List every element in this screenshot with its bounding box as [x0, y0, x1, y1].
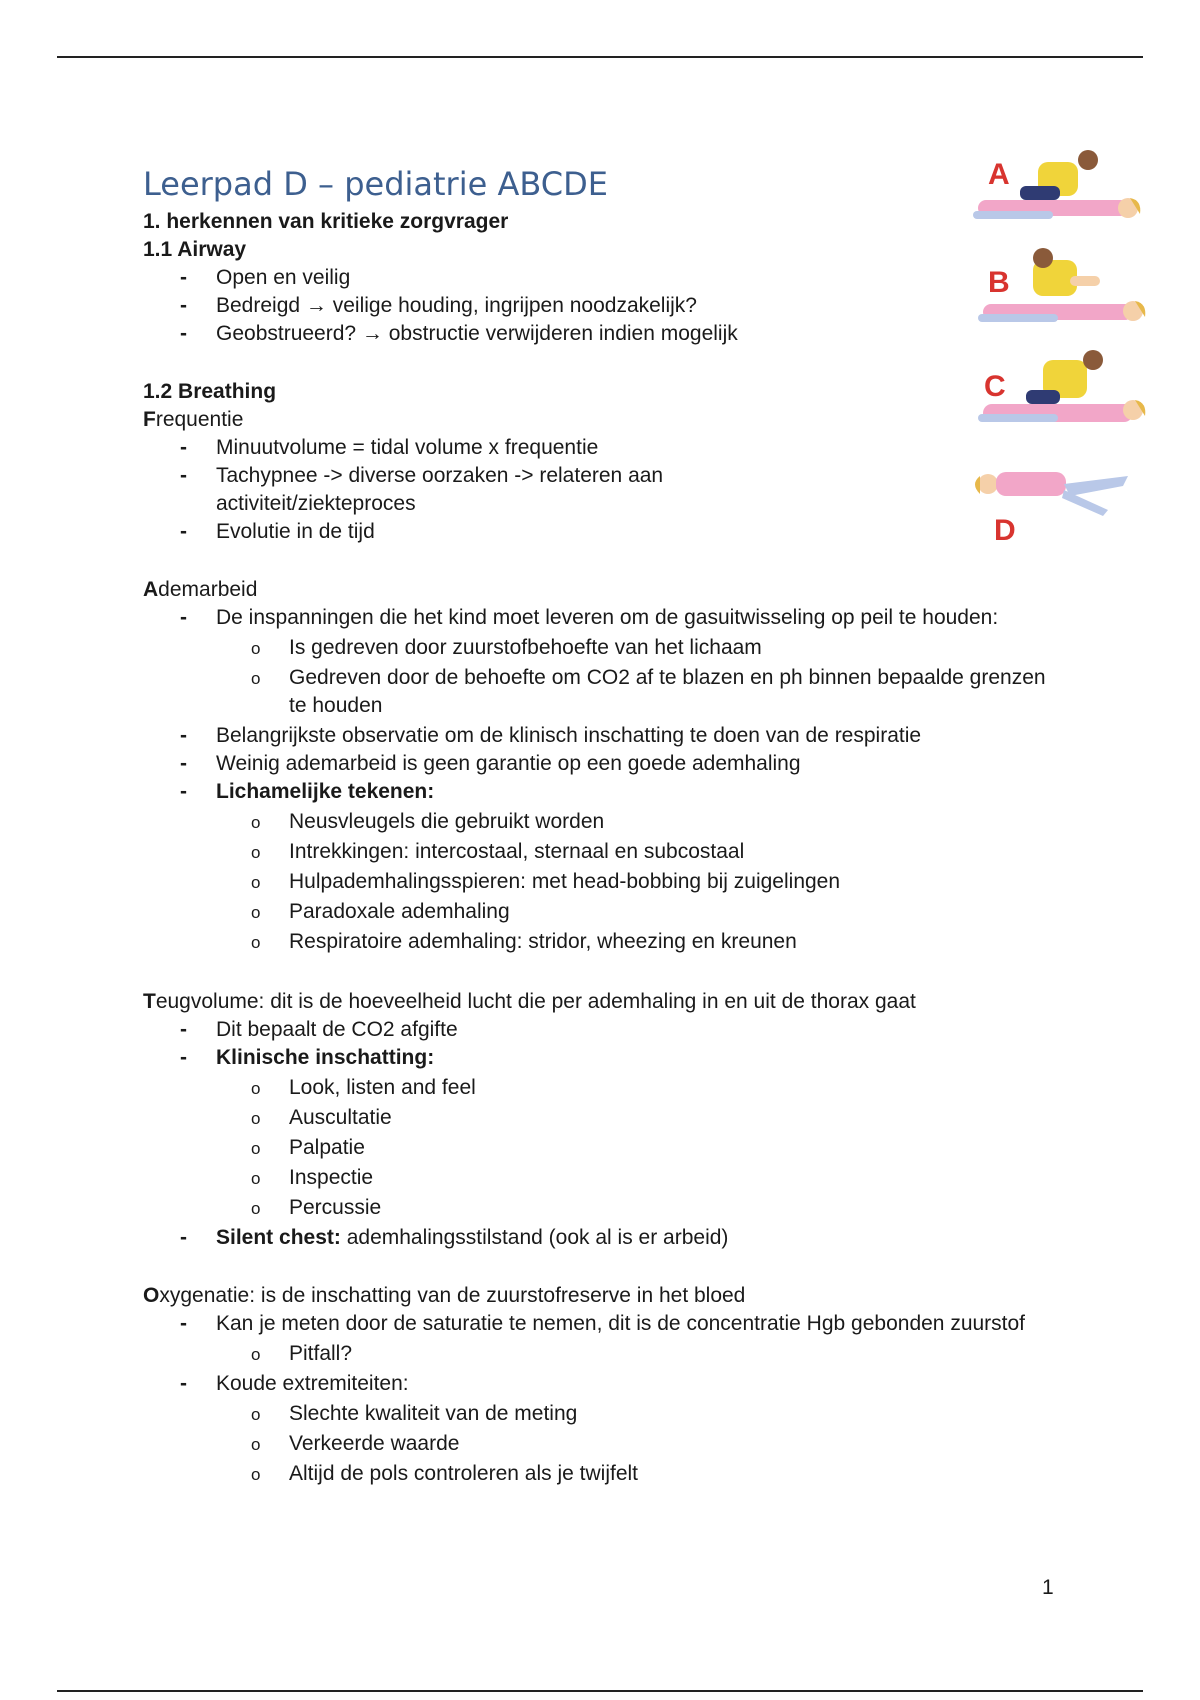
list-item: - Bedreigd → veilige houding, ingrijpen noodzakelijk? — [216, 292, 1063, 320]
list-item: - Silent chest: ademhalingsstilstand (ook al is er arbeid) — [216, 1224, 1063, 1252]
airway-heading: 1.1 Airway — [143, 238, 247, 261]
sub-list-item: o Altijd de pols controleren als je twijfelt — [289, 1460, 1063, 1488]
breathing-heading: 1.2 Breathing — [143, 380, 277, 403]
list-item: - Evolutie in de tijd — [216, 518, 1063, 546]
list-item: - Minuutvolume = tidal volume x frequentie — [216, 434, 1063, 462]
airway-list — [143, 264, 1063, 348]
footer-rule — [57, 1690, 1143, 1692]
list-item: - Koude extremiteiten: o Slechte kwaliteit van de meting o Verkeerde waarde o Altijd de pols controleren als je twijfelt — [216, 1370, 1063, 1488]
panel-letter-b: B — [988, 266, 1010, 299]
sub-list-item: o Gedreven door de behoefte om CO2 af te blazen en ph binnen bepaalde grenzen te houden — [289, 664, 1063, 720]
teugvolume-label: Teugvolume: dit is de hoeveelheid lucht die per ademhaling in en uit de thorax gaat — [143, 990, 916, 1013]
panel-letter-a: A — [988, 158, 1010, 191]
page-number: 1 — [1042, 1576, 1054, 1599]
sub-list-item: o Respiratoire ademhaling: stridor, wheezing en kreunen — [289, 928, 1063, 956]
oxygenatie-label: Oxygenatie: is de inschatting van de zuurstofreserve in het bloed — [143, 1284, 746, 1307]
list-item: - Tachypnee -> diverse oorzaken -> relateren aan activiteit/ziekteproces — [216, 462, 776, 518]
sub-list — [216, 634, 1063, 720]
sub-list — [216, 1340, 1063, 1368]
panel-letter-d: D — [994, 514, 1016, 547]
section-heading: 1. herkennen van kritieke zorgvrager — [143, 210, 509, 233]
list-item: - Dit bepaalt de CO2 afgifte — [216, 1016, 1063, 1044]
sub-list-item: o Verkeerde waarde — [289, 1430, 1063, 1458]
ademarbeid-list — [143, 604, 1063, 956]
list-item: - Geobstrueerd? → obstructie verwijderen indien mogelijk — [216, 320, 1063, 348]
sub-list-item: o Intrekkingen: intercostaal, sternaal en subcostaal — [289, 838, 1063, 866]
teugvolume-list — [143, 1016, 1063, 1252]
sub-list-item: o Pitfall? — [289, 1340, 1063, 1368]
header-rule — [57, 56, 1143, 58]
list-item: - Klinische inschatting: o Look, listen and feel o Auscultatie o Palpatie o Inspectie o Percussie — [216, 1044, 1063, 1222]
ademarbeid-label: Ademarbeid — [143, 578, 258, 601]
sub-list — [216, 808, 1063, 956]
sub-list — [216, 1074, 1063, 1222]
sub-list-item: o Paradoxale ademhaling — [289, 898, 1063, 926]
list-item: - Lichamelijke tekenen: o Neusvleugels die gebruikt worden o Intrekkingen: intercostaal, sternaal en subcostaal o Hulpademhalingsspieren: met head-bobbing bij zuigelingen o Paradoxale ademhaling o Respiratoire ademhaling: stridor, wheezing en kreunen — [216, 778, 1063, 956]
list-item: - Belangrijkste observatie om de klinisch inschatting te doen van de respiratie — [216, 722, 1063, 750]
sub-list-item: o Percussie — [289, 1194, 1063, 1222]
page-title: Leerpad D – pediatrie ABCDE — [143, 165, 608, 203]
sub-list-item: o Hulpademhalingsspieren: met head-bobbing bij zuigelingen — [289, 868, 1063, 896]
sub-list — [216, 1400, 1063, 1488]
frequentie-label: Frequentie — [143, 408, 244, 431]
list-item: - Kan je meten door de saturatie te nemen, dit is de concentratie Hgb gebonden zuurstof o Pitfall? — [216, 1310, 1063, 1368]
panel-letter-c: C — [984, 370, 1006, 403]
sub-list-item: o Neusvleugels die gebruikt worden — [289, 808, 1063, 836]
sub-list-item: o Look, listen and feel — [289, 1074, 1063, 1102]
sub-list-item: o Is gedreven door zuurstofbehoefte van het lichaam — [289, 634, 1063, 662]
list-item: - De inspanningen die het kind moet leveren om de gasuitwisseling op peil te houden: o Is gedreven door zuurstofbehoefte van het lichaam o Gedreven door de behoefte om CO2 af te blazen en ph binnen bepaalde grenzen te houden — [216, 604, 1063, 720]
frequentie-list — [143, 434, 1063, 546]
list-item: - Open en veilig — [216, 264, 1063, 292]
sub-list-item: o Auscultatie — [289, 1104, 1063, 1132]
document-body — [143, 164, 1063, 1490]
sub-list-item: o Slechte kwaliteit van de meting — [289, 1400, 1063, 1428]
sub-list-item: o Palpatie — [289, 1134, 1063, 1162]
oxygenatie-list — [143, 1310, 1063, 1488]
sub-list-item: o Inspectie — [289, 1164, 1063, 1192]
list-item: - Weinig ademarbeid is geen garantie op een goede ademhaling — [216, 750, 1063, 778]
